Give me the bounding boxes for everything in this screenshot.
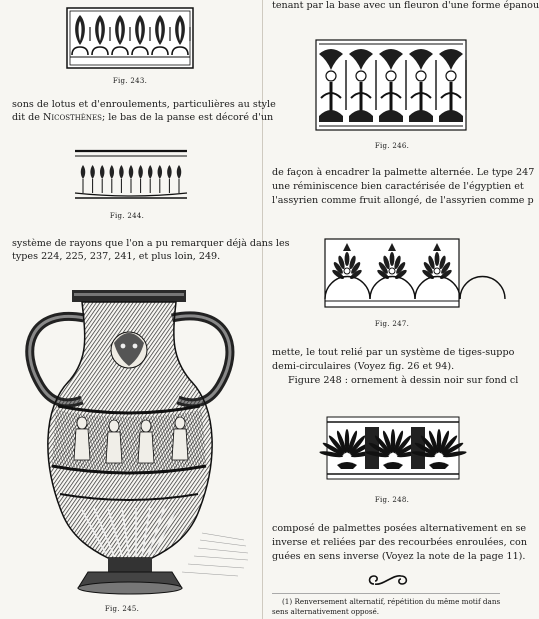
gutter-divider — [262, 0, 263, 619]
paragraph-3-line-1: de façon à encadrer la palmette alternée. Le type 247 — [272, 167, 535, 178]
paragraph-4-line-2: demi-circulaires (Voyez fig. 26 et 94). — [272, 361, 455, 372]
paragraph-2-line-1: système de rayons que l'on a pu remarquer déjà dans les — [12, 238, 290, 249]
paragraph-1-line-1: sons de lotus et d'enroulements, particulières au style — [12, 99, 276, 110]
paragraph-4-line-3: Figure 248 : ornement à dessin noir sur fond cl — [288, 375, 519, 386]
figure-245-amphora — [22, 288, 252, 604]
figure-243-lotus-frieze — [66, 7, 194, 69]
figure-246-palmette-frieze — [316, 40, 466, 130]
footnote-line-2: sens alternativement opposé. — [272, 607, 380, 616]
figure-247-caption: Fig. 247. — [374, 320, 410, 328]
footnote-line-1: (1) Renversement alternatif, répétition du même motif dans — [282, 597, 501, 606]
paragraph-3-line-2: une réminiscence bien caractérisée de l'égyptien et — [272, 181, 524, 192]
figure-246-caption: Fig. 246. — [374, 142, 410, 150]
scroll-ornament — [366, 570, 410, 590]
footnote-rule — [272, 593, 500, 594]
paragraph-1-line-2: dit de Nicosthènes; le bas de la panse est décoré d'un — [12, 112, 274, 123]
paragraph-5-line-1: composé de palmettes posées alternativement en se — [272, 523, 527, 534]
figure-245-caption: Fig. 245. — [104, 605, 140, 613]
paragraph-4-line-1: mette, le tout relié par un système de tiges-suppo — [272, 347, 515, 358]
figure-247-palmette-lotus-frieze — [325, 239, 459, 307]
figure-243-caption: Fig. 243. — [112, 77, 148, 85]
paragraph-5-line-3: guées en sens inverse (Voyez la note de la page 11). — [272, 551, 526, 562]
right-top-line: tenant par la base avec un fleuron d'une forme épanou — [272, 0, 539, 11]
figure-248-black-palmette-band — [327, 417, 459, 479]
paragraph-2-line-2: types 224, 225, 237, 241, et plus loin, 249. — [12, 251, 221, 262]
paragraph-5-line-2: inverse et reliées par des recourbées enroulées, con — [272, 537, 527, 548]
figure-244-ray-frieze — [75, 149, 187, 203]
paragraph-3-line-3: l'assyrien comme fruit allongé, de l'assyrien comme p — [272, 195, 534, 206]
figure-248-caption: Fig. 248. — [374, 496, 410, 504]
figure-244-caption: Fig. 244. — [109, 212, 145, 220]
